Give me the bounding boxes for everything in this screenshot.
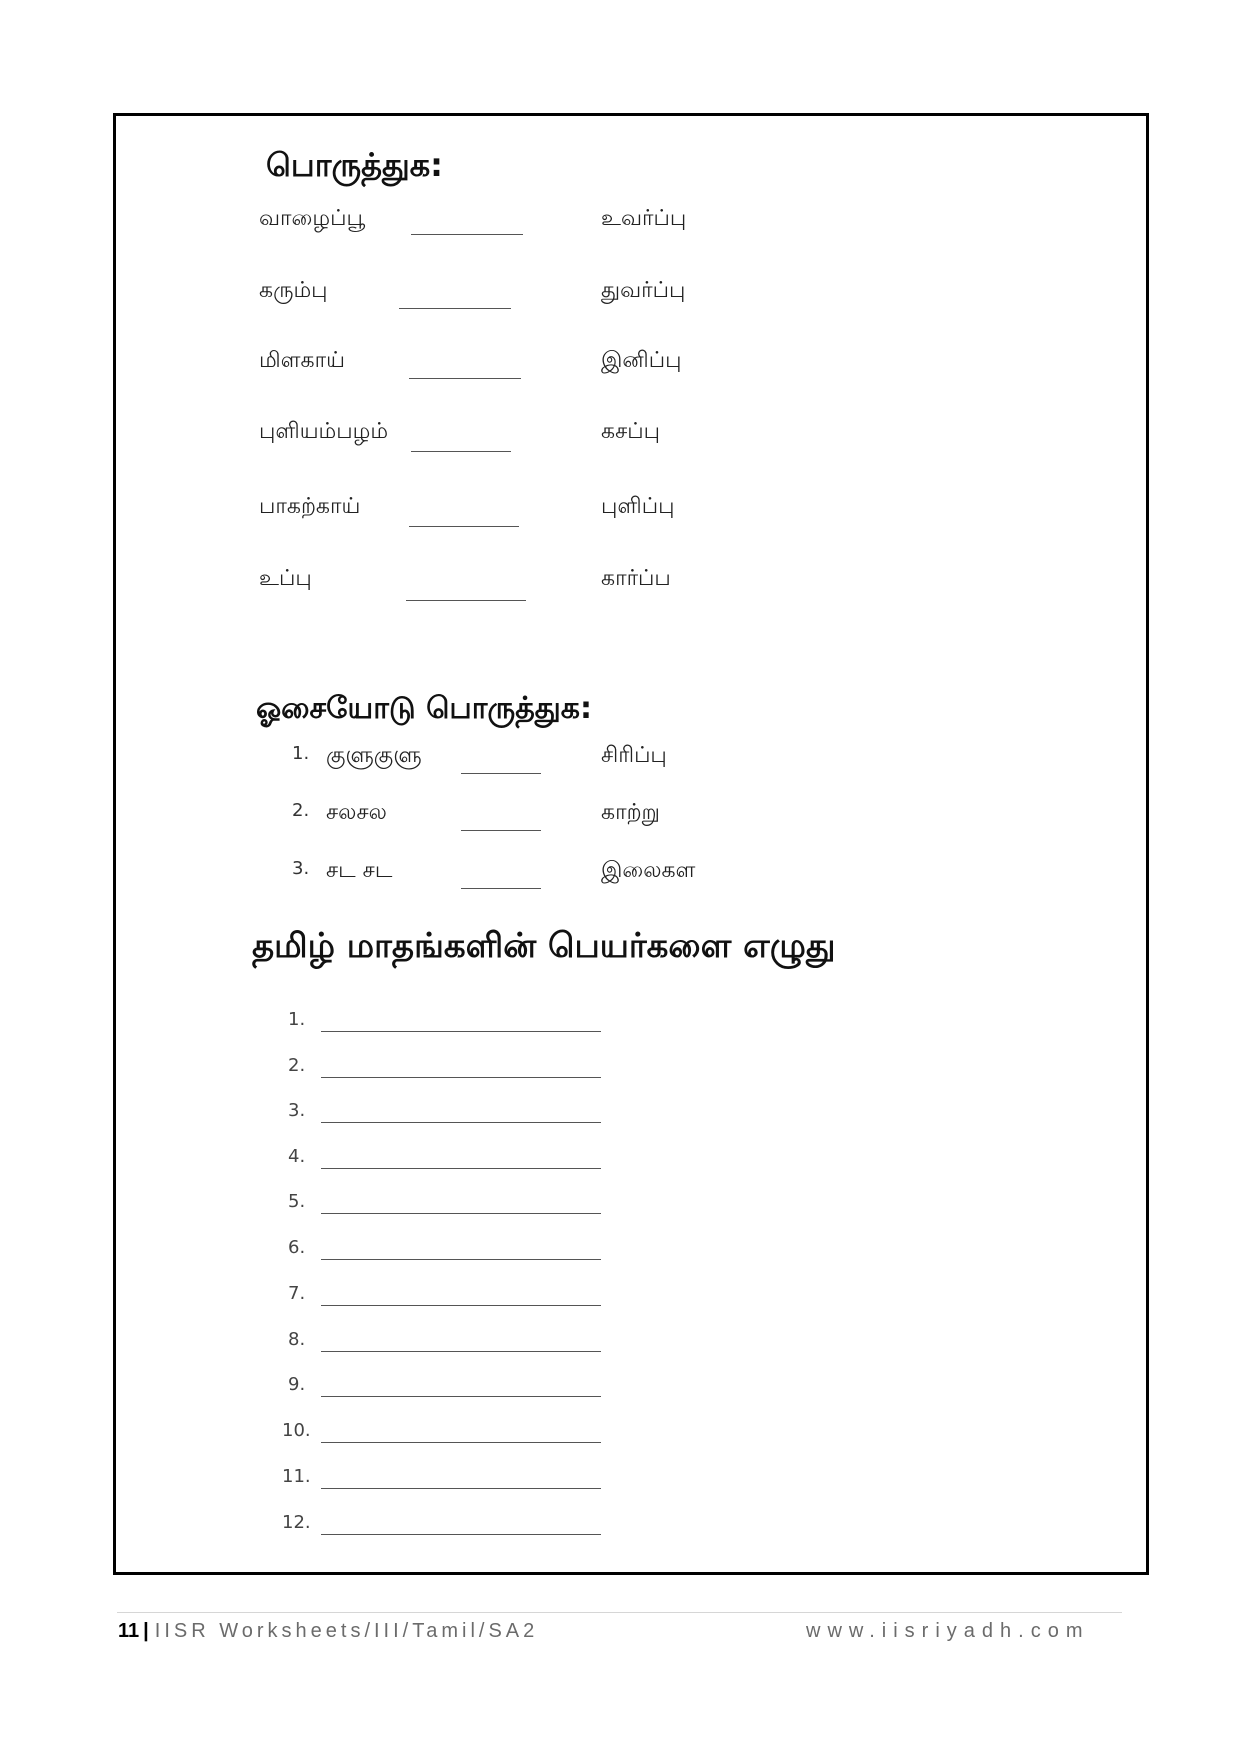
footer-website: www.iisriyadh.com (806, 1620, 1090, 1642)
answer-line[interactable] (321, 1168, 601, 1169)
answer-blank[interactable] (409, 378, 521, 379)
item-number: 10. (282, 1420, 311, 1441)
item-number: 6. (288, 1237, 306, 1258)
answer-line[interactable] (321, 1031, 601, 1032)
item-number: 12. (282, 1512, 311, 1533)
worksheet-frame (113, 113, 1149, 1575)
list-item (116, 1512, 1146, 1542)
page-number: 11 (118, 1620, 140, 1642)
match-right-word: கசப்பு (601, 419, 660, 444)
answer-blank[interactable] (406, 600, 526, 601)
answer-line[interactable] (321, 1259, 601, 1260)
list-item (116, 1237, 1146, 1267)
list-item (116, 1009, 1146, 1039)
match-left-word: மிளகாய் (259, 348, 345, 373)
match-left-word: வாழைப்பூ (259, 206, 366, 231)
answer-line[interactable] (321, 1534, 601, 1535)
list-item (116, 1055, 1146, 1085)
list-item (116, 1283, 1146, 1313)
list-item (116, 348, 1146, 388)
answer-blank[interactable] (411, 451, 511, 452)
list-item (116, 419, 1146, 459)
match-right-word: காற்று (601, 800, 660, 825)
footer-divider (117, 1612, 1122, 1613)
list-item (116, 1420, 1146, 1450)
list-item (116, 800, 1146, 840)
answer-line[interactable] (321, 1442, 601, 1443)
match-right-word: இனிப்பு (601, 348, 682, 373)
match-left-word: உப்பு (259, 566, 312, 591)
item-number: 2. (292, 800, 310, 821)
match-right-word: உவர்ப்பு (601, 206, 687, 231)
section1-title: பொருத்துக: (266, 146, 443, 184)
item-number: 11. (282, 1466, 311, 1487)
list-item (116, 1374, 1146, 1404)
answer-line[interactable] (321, 1122, 601, 1123)
answer-blank[interactable] (461, 773, 541, 774)
footer-separator: | (143, 1620, 149, 1642)
list-item (116, 566, 1146, 606)
item-number: 1. (288, 1009, 306, 1030)
item-number: 1. (292, 743, 310, 764)
answer-line[interactable] (321, 1351, 601, 1352)
answer-line[interactable] (321, 1213, 601, 1214)
list-item (116, 1191, 1146, 1221)
match-left-word: சலசல (326, 800, 387, 825)
match-right-word: இலைகள (601, 858, 696, 883)
item-number: 3. (288, 1100, 306, 1121)
footer-left (118, 1620, 538, 1643)
answer-blank[interactable] (399, 308, 511, 309)
answer-line[interactable] (321, 1396, 601, 1397)
match-left-word: குளுகுளு (326, 743, 422, 768)
answer-line[interactable] (321, 1305, 601, 1306)
list-item (116, 278, 1146, 318)
item-number: 3. (292, 858, 310, 879)
match-right-word: கார்ப்ப (601, 566, 671, 591)
answer-line[interactable] (321, 1077, 601, 1078)
section2-title: ஓசையோடு பொருத்துக: (256, 691, 592, 726)
match-left-word: சட சட (326, 858, 393, 883)
answer-blank[interactable] (461, 830, 541, 831)
match-left-word: புளியம்பழம் (259, 419, 389, 444)
list-item (116, 494, 1146, 534)
match-right-word: புளிப்பு (601, 494, 675, 519)
list-item (116, 1146, 1146, 1176)
list-item (116, 858, 1146, 898)
answer-blank[interactable] (461, 888, 541, 889)
list-item (116, 206, 1146, 246)
match-right-word: சிரிப்பு (601, 743, 667, 768)
item-number: 9. (288, 1374, 306, 1395)
item-number: 4. (288, 1146, 306, 1167)
document-path: IISR Worksheets/III/Tamil/SA2 (154, 1620, 539, 1642)
list-item (116, 1466, 1146, 1496)
section3-title: தமிழ் மாதங்களின் பெயர்களை எழுது (252, 926, 836, 966)
item-number: 5. (288, 1191, 306, 1212)
answer-line[interactable] (321, 1488, 601, 1489)
item-number: 8. (288, 1329, 306, 1350)
answer-blank[interactable] (411, 234, 523, 235)
match-left-word: கரும்பு (259, 278, 328, 303)
answer-blank[interactable] (409, 526, 519, 527)
match-right-word: துவர்ப்பு (601, 278, 686, 303)
list-item (116, 1329, 1146, 1359)
match-left-word: பாகற்காய் (259, 494, 361, 519)
list-item (116, 743, 1146, 783)
item-number: 2. (288, 1055, 306, 1076)
item-number: 7. (288, 1283, 306, 1304)
list-item (116, 1100, 1146, 1130)
